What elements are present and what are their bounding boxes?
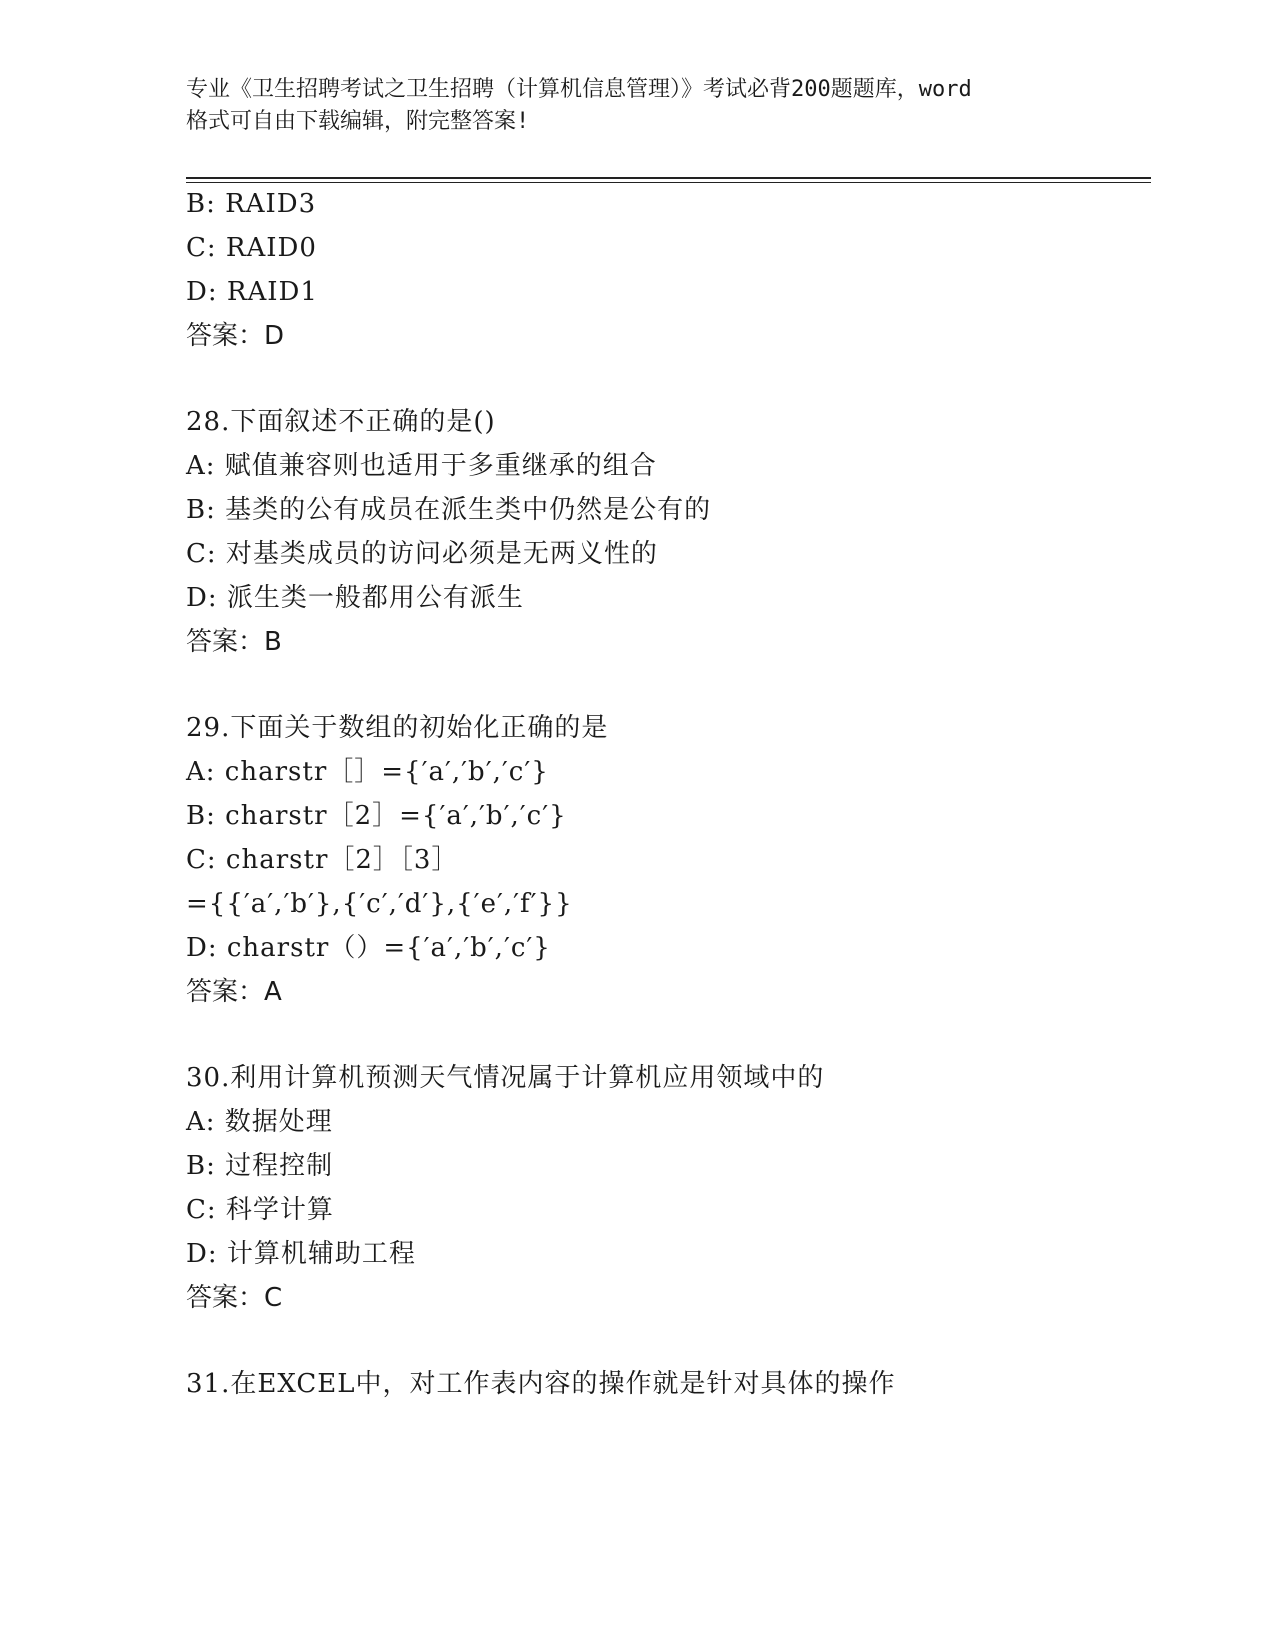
document-header <box>186 74 1086 138</box>
q28-question: 28.下面叙述不正确的是() <box>186 407 496 437</box>
q29-option-a: A: charstr［］={′a′,′b′,′c′} <box>186 757 549 787</box>
q30-answer: 答案：C <box>186 1283 283 1313</box>
header-divider-thick <box>186 177 1151 179</box>
q27-option-b: B: RAID3 <box>186 189 317 219</box>
header-title-line-1: 专业《卫生招聘考试之卫生招聘（计算机信息管理）》考试必背200题题库，word <box>186 77 972 102</box>
q28-option-c: C: 对基类成员的访问必须是无两义性的 <box>186 539 658 569</box>
q28-option-b: B: 基类的公有成员在派生类中仍然是公有的 <box>186 495 712 525</box>
q29-answer: 答案：A <box>186 977 282 1007</box>
q30-question: 30.利用计算机预测天气情况属于计算机应用领域中的 <box>186 1063 825 1093</box>
q30-option-c: C: 科学计算 <box>186 1195 334 1225</box>
q31-question: 31.在EXCEL中，对工作表内容的操作就是针对具体的操作 <box>186 1369 896 1399</box>
q27-option-d: D: RAID1 <box>186 277 318 307</box>
q28-option-a: A: 赋值兼容则也适用于多重继承的组合 <box>186 451 657 481</box>
q29-question: 29.下面关于数组的初始化正确的是 <box>186 713 609 743</box>
q29-option-c-line-1: C: charstr［2］［3］ <box>186 845 459 875</box>
q29-option-c-line-2: ={{′a′,′b′},{′c′,′d′},{′e′,′f′}} <box>186 889 573 919</box>
q28-option-d: D: 派生类一般都用公有派生 <box>186 583 524 613</box>
q30-option-b: B: 过程控制 <box>186 1151 334 1181</box>
header-title-line-2: 格式可自由下载编辑，附完整答案! <box>186 109 530 134</box>
q27-option-c: C: RAID0 <box>186 233 317 263</box>
q29-option-d: D: charstr（）={′a′,′b′,′c′} <box>186 933 551 963</box>
q29-option-b: B: charstr［2］={′a′,′b′,′c′} <box>186 801 567 831</box>
header-divider-thin <box>186 182 1151 183</box>
q30-option-d: D: 计算机辅助工程 <box>186 1239 416 1269</box>
q30-option-a: A: 数据处理 <box>186 1107 333 1137</box>
q27-answer: 答案：D <box>186 321 285 351</box>
q28-answer: 答案：B <box>186 627 282 657</box>
